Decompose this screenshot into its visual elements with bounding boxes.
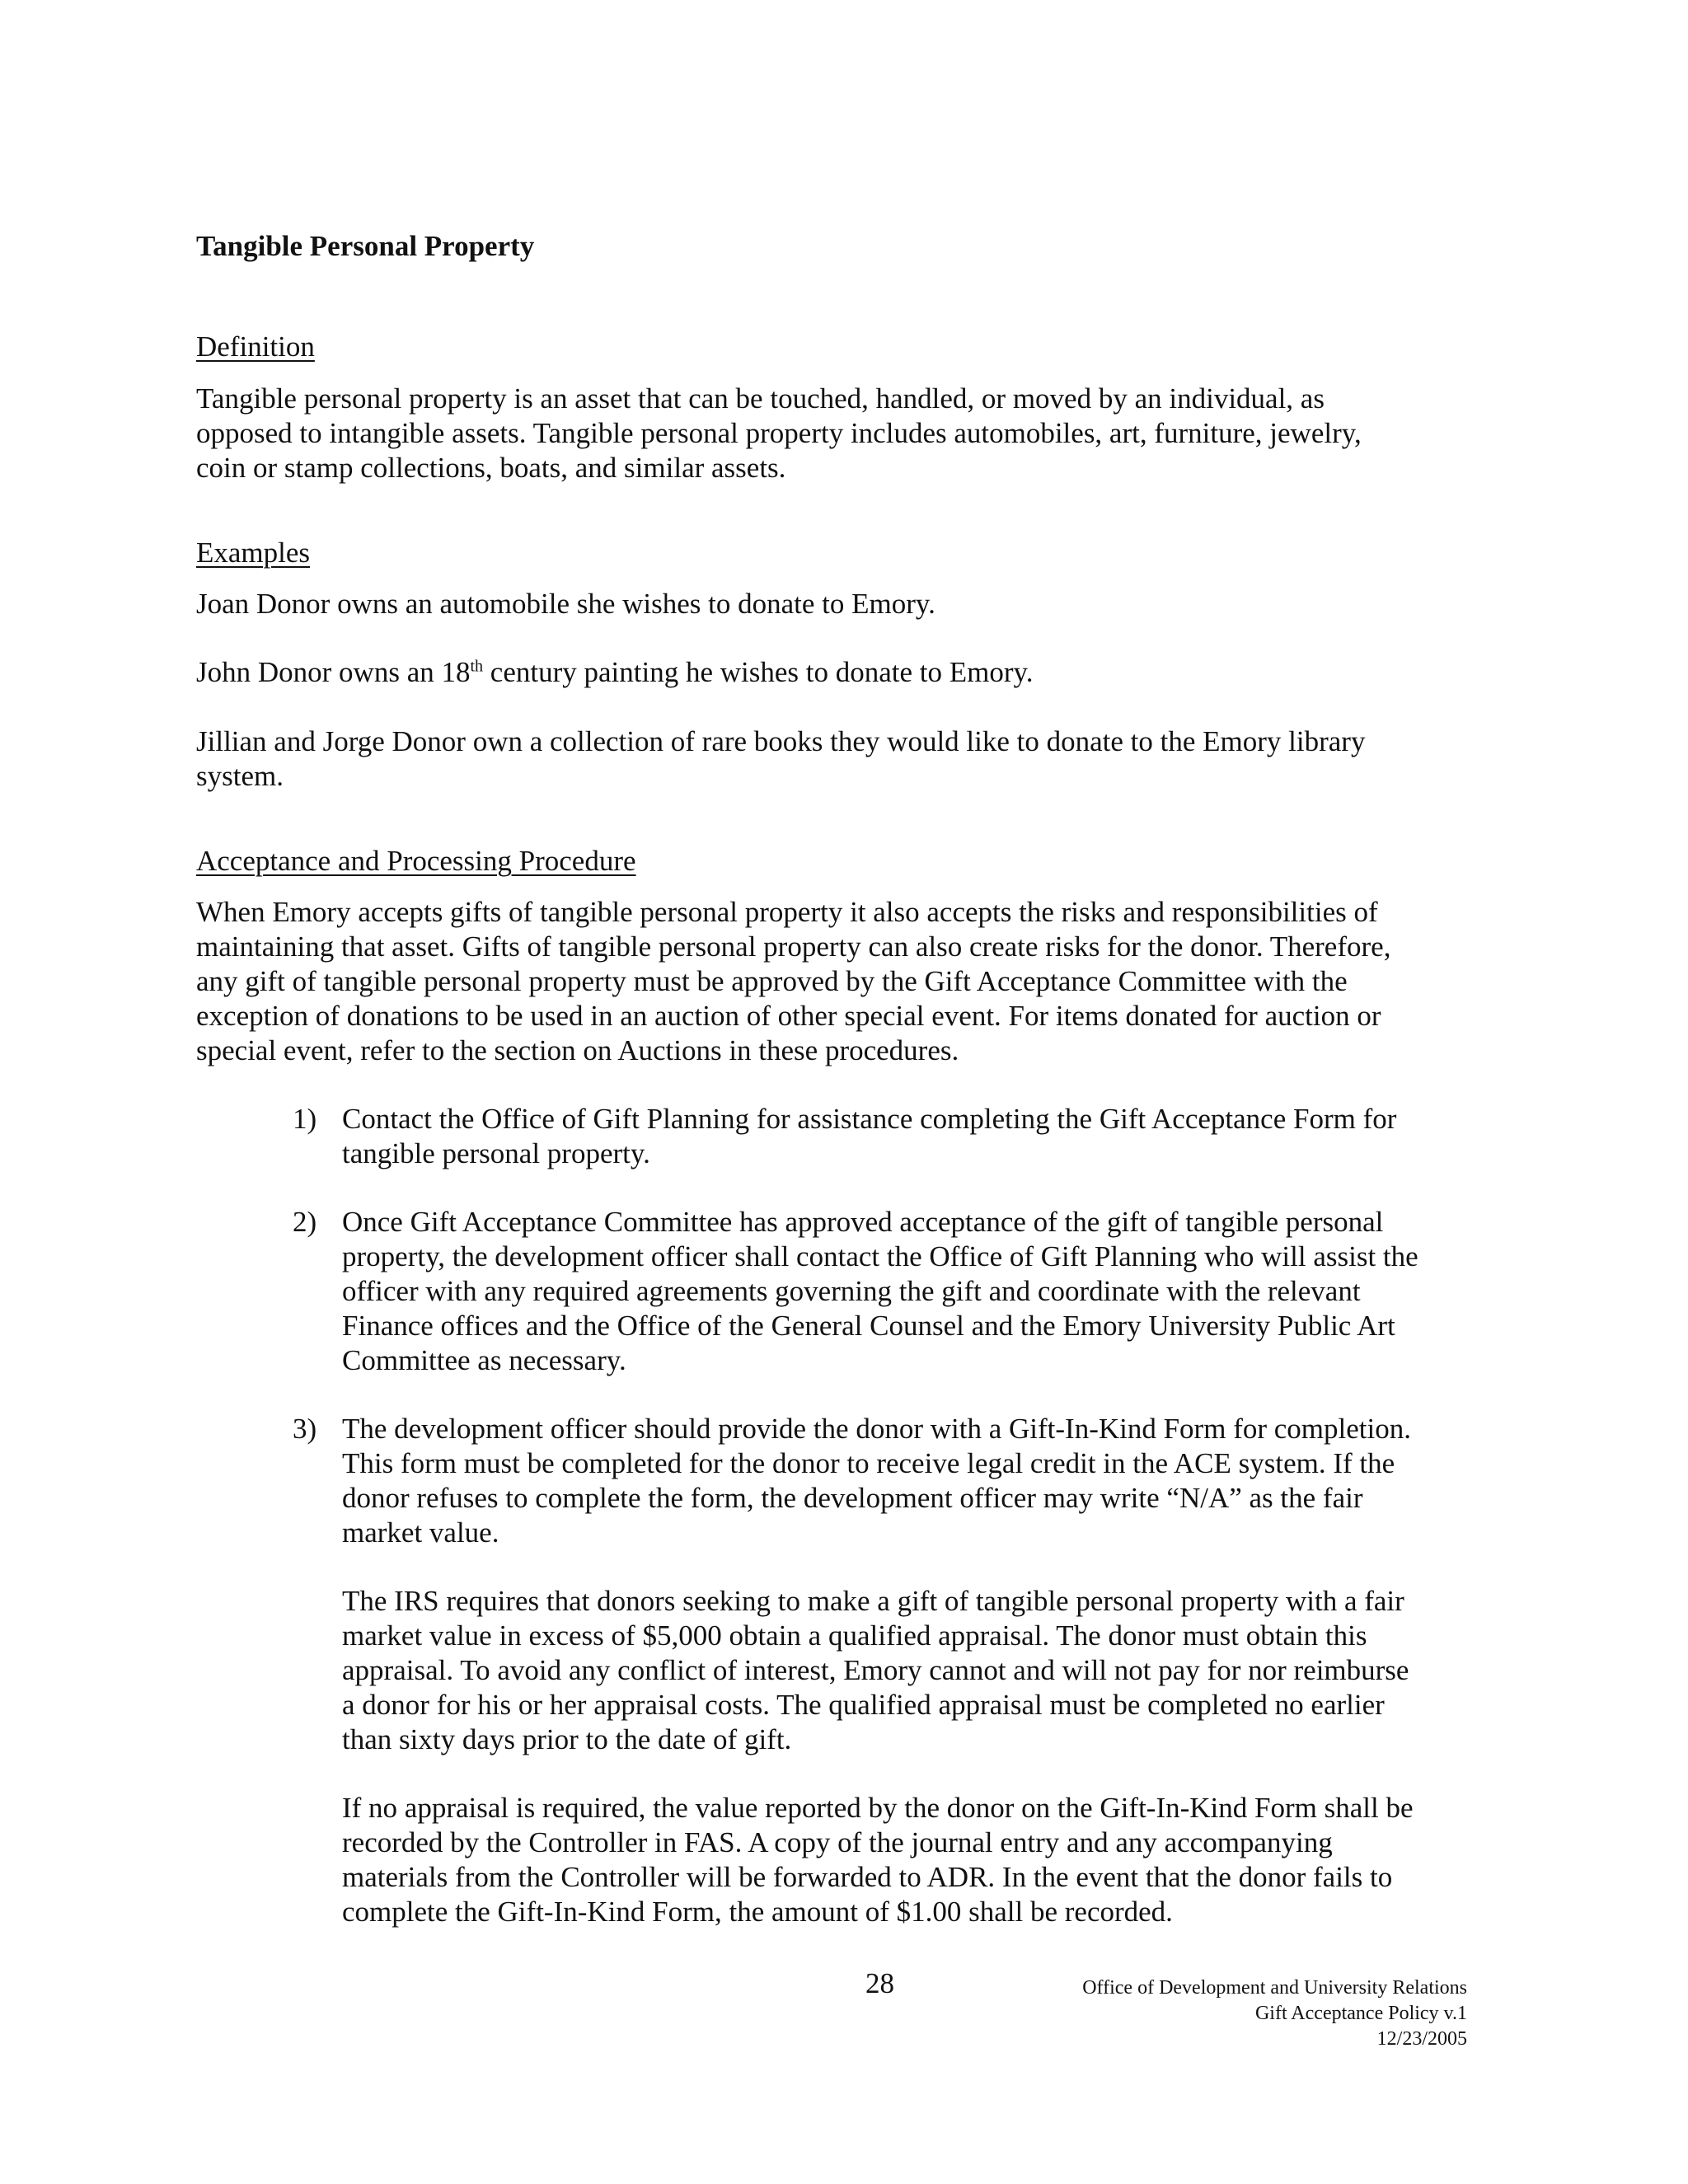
definition-line: Tangible personal property is an asset that can be touched, handled, or moved by an individual, as	[196, 382, 1325, 415]
list-item-paragraph-line: appraisal. To avoid any conflict of interest, Emory cannot and will not pay for nor reimburse	[342, 1654, 1409, 1686]
example-2	[196, 655, 1034, 690]
list-item-paragraph-line: a donor for his or her appraisal costs. The qualified appraisal must be completed no earlier	[342, 1689, 1385, 1721]
definition-heading: Definition	[196, 330, 315, 363]
list-item-line: Committee as necessary.	[342, 1344, 626, 1376]
list-item-line: market value.	[342, 1516, 499, 1549]
page-number: 28	[865, 1967, 894, 1999]
list-item-paragraph-line: recorded by the Controller in FAS. A copy of the journal entry and any accompanying	[342, 1826, 1333, 1858]
example-3-line: Jillian and Jorge Donor own a collection of rare books they would like to donate to the Emory library	[196, 725, 1366, 757]
list-item-line: Once Gift Acceptance Committee has approved acceptance of the gift of tangible personal	[342, 1206, 1384, 1238]
procedure-intro-line: exception of donations to be used in an auction of other special event. For items donated for auction or	[196, 1000, 1381, 1032]
example-2-superscript: th	[470, 657, 484, 676]
example-1: Joan Donor owns an automobile she wishes to donate to Emory.	[196, 588, 935, 620]
list-item-number: 2)	[293, 1206, 317, 1238]
definition-line: opposed to intangible assets. Tangible personal property includes automobiles, art, furniture, jewelry,	[196, 417, 1362, 449]
list-item-number: 1)	[293, 1103, 317, 1135]
list-item-paragraph-line: materials from the Controller will be forwarded to ADR. In the event that the donor fails to	[342, 1861, 1393, 1893]
footer-line: Gift Acceptance Policy v.1	[1254, 2003, 1467, 2024]
procedure-heading: Acceptance and Processing Procedure	[196, 845, 636, 877]
list-item-line: tangible personal property.	[342, 1137, 650, 1169]
procedure-intro-line: maintaining that asset. Gifts of tangible personal property can also create risks for the donor. Therefore,	[196, 930, 1391, 963]
procedure-intro-line: special event, refer to the section on Auctions in these procedures.	[196, 1034, 959, 1066]
section-title: Tangible Personal Property	[196, 230, 535, 262]
list-item-line: donor refuses to complete the form, the development officer may write “N/A” as the fair	[342, 1482, 1363, 1514]
list-item-line: Contact the Office of Gift Planning for assistance completing the Gift Acceptance Form for	[342, 1103, 1397, 1135]
procedure-intro-line: any gift of tangible personal property must be approved by the Gift Acceptance Committee with the	[196, 965, 1348, 997]
footer-line: 12/23/2005	[1376, 2028, 1467, 2050]
list-item-paragraph-line: than sixty days prior to the date of gift.	[342, 1723, 792, 1755]
list-item-number: 3)	[293, 1413, 317, 1445]
procedure-intro-line: When Emory accepts gifts of tangible personal property it also accepts the risks and responsibilities of	[196, 896, 1378, 928]
list-item-line: officer with any required agreements governing the gift and coordinate with the relevant	[342, 1275, 1361, 1307]
list-item-paragraph-line: The IRS requires that donors seeking to make a gift of tangible personal property with a fair	[342, 1585, 1404, 1617]
example-2-text: John Donor owns an 18	[196, 656, 471, 688]
examples-heading: Examples	[196, 537, 311, 569]
example-3-line: system.	[196, 760, 284, 792]
definition-line: coin or stamp collections, boats, and similar assets.	[196, 452, 786, 484]
list-item-line: The development officer should provide the donor with a Gift-In-Kind Form for completion.	[342, 1413, 1411, 1445]
example-2-text: century painting he wishes to donate to Emory.	[483, 656, 1034, 688]
list-item-paragraph-line: market value in excess of $5,000 obtain a qualified appraisal. The donor must obtain this	[342, 1619, 1367, 1652]
list-item-line: Finance offices and the Office of the General Counsel and the Emory University Public Art	[342, 1310, 1395, 1342]
list-item-paragraph-line: complete the Gift-In-Kind Form, the amount of $1.00 shall be recorded.	[342, 1896, 1173, 1928]
list-item-line: property, the development officer shall contact the Office of Gift Planning who will assist the	[342, 1240, 1418, 1272]
list-item-paragraph-line: If no appraisal is required, the value reported by the donor on the Gift-In-Kind Form shall be	[342, 1792, 1414, 1824]
footer-block	[890, 1975, 1467, 2052]
list-item-line: This form must be completed for the donor to receive legal credit in the ACE system. If the	[342, 1447, 1395, 1479]
footer-line: Office of Development and University Relations	[1082, 1977, 1467, 1999]
